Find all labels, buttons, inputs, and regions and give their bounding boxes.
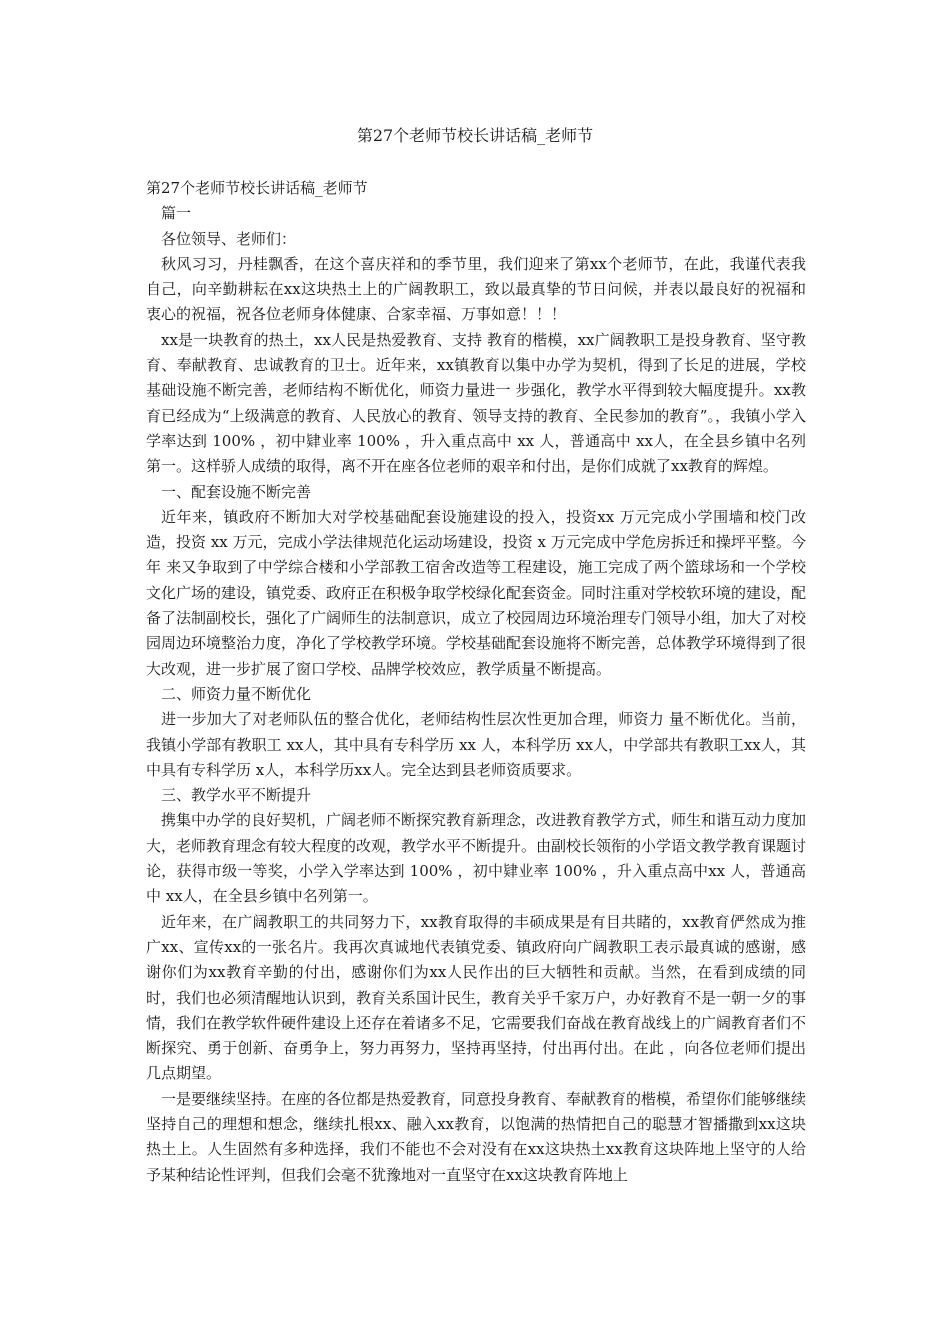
- paragraph: 近年来，在广阔教职工的共同努力下，xx教育取得的丰硕成果是有目共睹的，xx教育俨然成为推广xx、宣传xx的一张名片。我再次真诚地代表镇党委、镇政府向广阔教职工表示最真诚的感谢，感谢你们为xx教育辛勤的付出，感谢你们为xx人民作出的巨大牺牲和贡献。当然，在看到成绩的同时，我们也必须清醒地认识到，教育关系国计民生，教育关乎千家万户，办好教育不是一朝一夕的事情，我们在教学软件硬件建设上还存在着诸多不足，它需要我们奋战在教育战线上的广阔教育者们不断探究、勇于创新、奋勇争上，努力再努力，坚持再坚持，付出再付出。在此 ，向各位老师们提出几点期望。: [146, 912, 807, 1083]
- paragraph: 一、配套设施不断完善: [161, 482, 312, 501]
- paragraph: 三、教学水平不断提升: [161, 786, 312, 805]
- document-body: [146, 176, 806, 1188]
- paragraph: 一是要继续坚持。在座的各位都是热爱教育，同意投身教育、奉献教育的楷模，希望你们能够继续坚持自己的理想和想念，继续扎根xx、融入xx教育，以饱满的热情把自己的聪慧才智播撒到xx这块热土上。人生固然有多种选择，我们不能也不会对没有在xx这块热土xx教育这块阵地上坚守的人给予某种结论性评判，但我们会毫不犹豫地对一直坚守在xx这块教育阵地上: [146, 1089, 807, 1184]
- paragraph: 篇一: [161, 204, 192, 223]
- paragraph: 进一步加大了对老师队伍的整合优化，老师结构性层次性更加合理，师资力 量不断优化。当前，我镇小学部有教职工 xx人，其中具有专科学历 xx 人，本科学历 xx人，中学部共有教职工xx人，其中具有专科学历 x人，本科学历xx人。完全达到县老师资质要求。: [146, 710, 806, 779]
- paragraph: 第27个老师节校长讲话稿_老师节: [146, 179, 368, 197]
- paragraph: 秋风习习，丹桂飘香，在这个喜庆祥和的季节里，我们迎来了第xx个老师节，在此，我谨代表我自己，向辛勤耕耘在xx这块热土上的广阔教职工，致以最真挚的节日问候，并表以最良好的祝福和衷心的祝福，祝各位老师身体健康、合家幸福、万事如意！！！: [146, 254, 806, 324]
- paragraph: 各位领导、老师们：: [161, 229, 297, 248]
- paragraph: 携集中办学的良好契机，广阔老师不断探究教育新理念，改进教育教学方式，师生和谐互动力度加大，老师教育理念有较大程度的改观，教学水平不断提升。由副校长领衔的小学语文教学教育课题讨论，获得市级一等奖，小学入学率达到 100% ，初中肄业率 100% ，升入重点高中xx 人，普通高中 xx人，在全县乡镇中名列第一。: [146, 811, 807, 906]
- document-title: 第27个老师节校长讲话稿_老师节: [356, 126, 594, 145]
- paragraph: 二、师资力量不断优化: [161, 684, 312, 703]
- paragraph: xx是一块教育的热土，xx人民是热爱教育、支持 教育的楷模，xx广阔教职工是投身教育、坚守教育、奉献教育、忠诚教育的卫士。近年来，xx镇教育以集中办学为契机，得到了长足的进展，学校基础设施不断完善，老师结构不断优化，师资力量进一 步强化，教学水平得到较大幅度提升。xx教育已经成为“上级满意的教育、人民放心的教育、领导支持的教育、全民参加的教育”。，我镇小学入学率达到 100% ，初中肄业率 100% ，升入重点高中 xx 人，普通高中 xx人，在全县乡镇中名列第一。这样骄人成绩的取得，离不开在座各位老师的艰辛和付出，是你们成就了xx教育的辉煌。: [146, 330, 806, 476]
- paragraph: 近年来，镇政府不断加大对学校基础配套设施建设的投入，投资xx 万元完成小学围墙和校门改造，投资 xx 万元，完成小学法律规范化运动场建设，投资 x 万元完成中学危房拆迁和操坪平整。今年 来又争取到了中学综合楼和小学部教工宿舍改造等工程建设，施工完成了两个篮球场和一个学校文化广场的建设，镇党委、政府正在积极争取学校绿化配套资金。同时注重对学校软环境的建设，配备了法制副校长，强化了广阔师生的法制意识，成立了校园周边环境治理专门领导小组，加大了对校园周边环境整治力度，净化了学校教学环境。学校基础配套设施将不断完善，总体教学环境得到了很大改观，进一步扩展了窗口学校、品牌学校效应，教学质量不断提高。: [146, 507, 807, 678]
